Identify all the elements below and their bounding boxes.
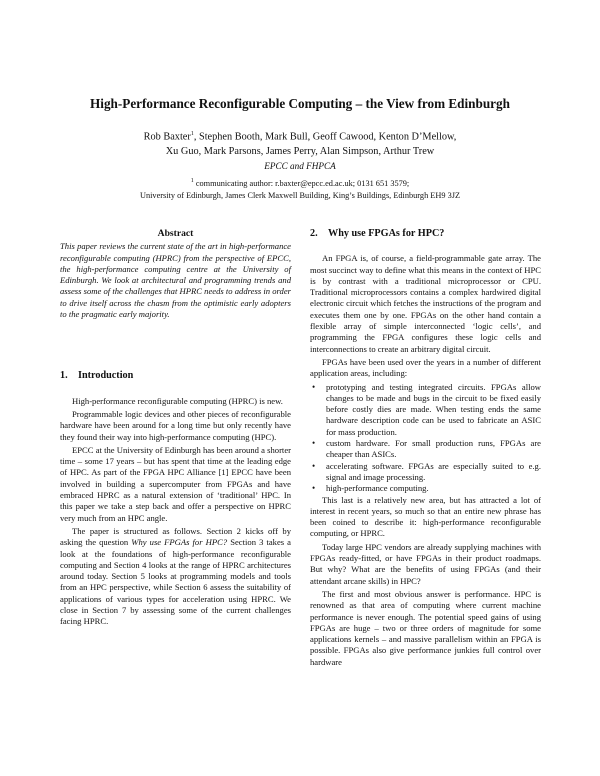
section-1-paragraph-4-end: Section 3 takes a look at the foundations of high-performance reconfigurable computing and Section 4 looks at the range of HPRC architectures around today. Section 5 looks at programming models and tools from an HPC perspective, while Section 6 assess the suitability of applications of various types for acceleration using HPRC. We close in Section 7 by assessing some of the current challenges facing HPRC. xyxy=(60,537,291,627)
list-item-text: prototyping and testing integrated circuits. FPGAs allow changes to be made and bugs in the circuit to be fixed easily before costly dies are made. When testing ends the same hardware description code can be used to fabricate an ASIC for mass production. xyxy=(326,381,541,437)
paper-title: High-Performance Reconfigurable Computing – the View from Edinburgh xyxy=(90,96,510,111)
author-line-1 xyxy=(0,127,600,145)
section-2-paragraph-5: The first and most obvious answer is performance. HPC is renowned as that area of computing where current machine performance is never enough. The potential speed gains of using FPGAs are huge – two or three orders of magnitude for some applications kernels – and massive parallelism within an FPGA is possible. FPGAs also give performance junkies full control over hardware xyxy=(310,588,541,667)
correspondence-footnote-mark: 1 xyxy=(190,178,194,184)
bullet-icon: • xyxy=(312,460,316,471)
author-footnote-mark: 1 xyxy=(190,131,194,137)
section-1-paragraph-3: EPCC at the University of Edinburgh has been around a shorter time – some 17 years – but has spent that time at the leading edge of HPC. As part of the FPGA HPC Alliance [1] EPCC have been involved in building a supercomputer from FPGAs and have embraced HPRC as a natural extension of ‘traditional’ HPC. In this paper we take a step back and offer a perspective on HPRC very much from an HPC angle. xyxy=(60,444,291,523)
author-affiliation: EPCC and FHPCA xyxy=(264,161,336,172)
list-item xyxy=(312,460,541,484)
left-column xyxy=(60,228,291,630)
correspondence-block xyxy=(0,175,600,203)
section-2-paragraph-1: An FPGA is, of course, a field-programmable gate array. The most succinct way to define what this means in the context of HPC is by contrast with a traditional microprocessor or CPU. Traditional microprocessors contains a complex hardwired digital electronic circuit which fetches the instructions of the program and executes them one by one. FPGAs on the other hand contain a flexible array of simple interconnected ‘logic cells’, and programming the FPGA configures these logic cells and interconnections to create an arbitrary digital circuit. xyxy=(310,253,541,354)
list-item xyxy=(312,438,541,461)
author-block xyxy=(0,127,600,174)
first-author: Rob Baxter xyxy=(143,131,191,143)
list-item-text: custom hardware. For small production runs, FPGAs are cheaper than ASICs. xyxy=(326,438,541,460)
section-2-paragraph-4: Today large HPC vendors are already supplying machines with FPGAs ready-fitted, or have FPGAs in their product roadmaps. But why? What are the benefits of using FPGAs (and their attendant arcane skills) in HPC? xyxy=(310,541,541,586)
section-1-paragraph-4 xyxy=(60,526,291,628)
section-1-paragraph-1: High-performance reconfigurable computing (HPRC) is new. xyxy=(72,395,283,406)
abstract-text: This paper reviews the current state of the art in high-performance reconfigurable computing (HPRC) from the perspective of EPCC, the high-performance computing centre at the University of Edinburgh. We look at architectural and programming trends and assess some of the challenges that HPRC needs to address in order to drive itself across the chasm from the optimistic early adopters to the pragmatic early majority. xyxy=(60,241,291,320)
bullet-icon: • xyxy=(312,381,316,392)
section-1-paragraph-4-start: The paper is structured as follows. Section 2 kicks off by asking the question xyxy=(60,525,291,548)
section-2-number: 2. xyxy=(310,228,318,239)
section-1-title: Introduction xyxy=(78,370,134,382)
other-authors: , Stephen Booth, Mark Bull, Geoff Cawood, Kenton D’Mellow, xyxy=(193,131,457,143)
section-2-heading xyxy=(310,228,541,239)
list-item xyxy=(312,483,541,494)
section-1-number: 1. xyxy=(60,370,68,382)
section-2-paragraph-2: FPGAs have been used over the years in a number of different application areas, including: xyxy=(310,356,541,379)
correspondence-address: University of Edinburgh, James Clerk Maxwell Building, King’s Buildings, Edinburgh EH9 3JZ xyxy=(139,191,461,201)
correspondence-contact: communicating author: r.baxter@epcc.ed.ac.uk; 0131 651 3579; xyxy=(193,178,410,188)
section-1-heading xyxy=(60,370,291,381)
list-item-text: accelerating software. FPGAs are especially suited to e.g. signal and image processing. xyxy=(326,460,541,482)
section-1-paragraph-2: Programmable logic devices and other pieces of reconfigurable hardware have been around for a long time but only recently have they found their way into high-performance computing (HPC). xyxy=(60,408,291,442)
bullet-icon: • xyxy=(312,438,316,449)
author-line-2: Xu Guo, Mark Parsons, James Perry, Alan Simpson, Arthur Trew xyxy=(165,145,435,157)
section-2-paragraph-3: This last is a relatively new area, but has attracted a lot of interest in recent years, so much so that an entire new phrase has been coined to describe it: high-performance reconfigurable computing, or HPRC. xyxy=(310,494,541,539)
section-2-title: Why use FPGAs for HPC? xyxy=(328,228,445,239)
section-1-question: Why use FPGAs for HPC? xyxy=(131,537,228,548)
bullet-icon: • xyxy=(312,483,316,494)
list-item xyxy=(312,381,541,438)
abstract-heading: Abstract xyxy=(157,228,194,239)
list-item-text: high-performance computing. xyxy=(326,483,429,494)
application-areas-list xyxy=(310,382,541,495)
right-column xyxy=(310,228,541,670)
correspondence-line-1 xyxy=(0,175,600,190)
